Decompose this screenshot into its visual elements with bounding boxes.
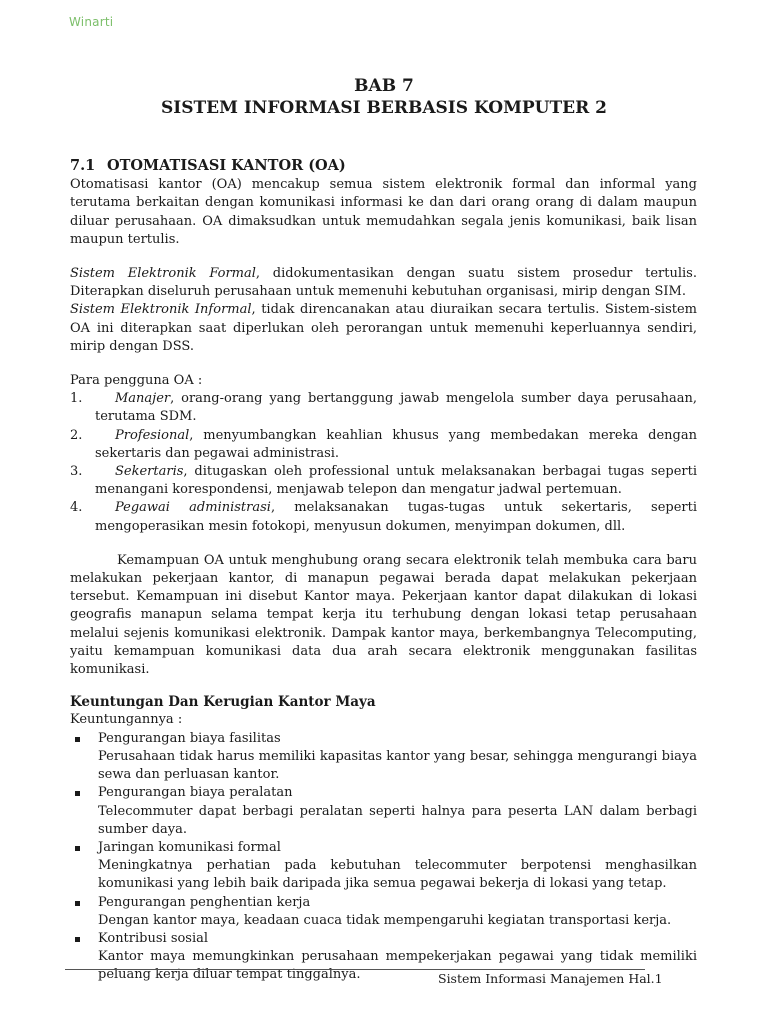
users-list (70, 390, 697, 536)
list-item (70, 463, 697, 499)
benefit-title: Pengurangan biaya peralatan (98, 785, 293, 801)
header-author: Winarti (69, 15, 114, 29)
section-heading (70, 157, 697, 175)
user-text: , orang-orang yang bertanggung jawab mengelola sumber daya perusahaan, terutama SDM. (95, 391, 697, 425)
benefits-list (70, 730, 697, 985)
list-item (70, 894, 697, 930)
main-title: SISTEM INFORMASI BERBASIS KOMPUTER 2 (161, 98, 607, 118)
bullet-icon (75, 937, 80, 942)
informal-term: Sistem Elektronik Informal (70, 302, 252, 318)
bullet-icon (75, 791, 80, 796)
users-label: Para pengguna OA : (70, 373, 203, 389)
footer-divider (65, 969, 645, 970)
list-number: 3. (70, 464, 83, 480)
benefit-desc: Dengan kantor maya, keadaan cuaca tidak mempengaruhi kegiatan transportasi kerja. (98, 912, 672, 928)
benefit-title: Kontribusi sosial (98, 930, 209, 946)
benefits-label: Keuntungannya : (70, 712, 183, 728)
user-text: , ditugaskan oleh professional untuk melaksanakan berbagai tugas seperti menangani korespondensi, menjawab telepon dan mengatur jadwal pertemuan. (95, 464, 697, 498)
subsection-heading: Keuntungan Dan Kerugian Kantor Maya (70, 694, 376, 711)
benefit-title: Pengurangan biaya fasilitas (98, 730, 281, 746)
list-item (70, 839, 697, 894)
user-text: , menyumbangkan keahlian khusus yang membedakan mereka dengan sekertaris dan pegawai administrasi. (95, 427, 697, 461)
benefit-title: Pengurangan penghentian kerja (98, 894, 311, 910)
list-number: 1. (70, 391, 83, 407)
user-term: Manajer (115, 391, 171, 407)
formal-term: Sistem Elektronik Formal (70, 266, 256, 282)
user-term: Pegawai administrasi (115, 500, 271, 516)
user-term: Sekertaris (115, 464, 184, 480)
bullet-icon (75, 737, 80, 742)
benefit-desc: Perusahaan tidak harus memiliki kapasitas kantor yang besar, sehingga mengurangi biaya sewa dan perluasan kantor. (98, 748, 697, 783)
footer-text: Sistem Informasi Manajemen Hal.1 (438, 971, 663, 986)
benefit-desc: Kantor maya memungkinkan perusahaan mempekerjakan pegawai yang tidak memiliki peluang kerja diluar tempat tinggalnya. (98, 949, 697, 983)
bullet-icon (75, 846, 80, 851)
title-block (0, 75, 768, 119)
list-item (70, 784, 697, 839)
list-item (70, 730, 697, 785)
formal-text: , didokumentasikan dengan suatu sistem prosedur tertulis. Diterapkan diseluruh perusahaan untuk memenuhi kebutuhan organisasi, mirip dengan SIM. (70, 266, 697, 300)
benefit-desc: Telecommuter dapat berbagi peralatan seperti halnya para peserta LAN dalam berbagi sumber daya. (98, 803, 697, 837)
bullet-icon (75, 901, 80, 906)
intro-paragraph: Otomatisasi kantor (OA) mencakup semua sistem elektronik formal dan informal yang terutama berkaitan dengan komunikasi informasi ke dan dari orang orang di dalam maupun diluar perusahaan. OA dimaksudkan untuk memudahkan segala jenis komunikasi, baik lisan maupun tertulis. (70, 177, 697, 247)
document-body (70, 157, 697, 985)
section-title: OTOMATISASI KANTOR (OA) (107, 157, 346, 174)
list-item (70, 390, 697, 426)
benefit-desc: Meningkatnya perhatian pada kebutuhan telecommuter berpotensi menghasilkan komunikasi yang lebih baik daripada jika semua pegawai bekerja di lokasi yang tetap. (98, 858, 697, 892)
list-number: 2. (70, 427, 83, 443)
list-item (70, 499, 697, 535)
list-item (70, 427, 697, 463)
informal-paragraph (70, 301, 697, 356)
formal-paragraph (70, 265, 697, 301)
section-number: 7.1 (70, 157, 96, 174)
benefit-title: Jaringan komunikasi formal (98, 839, 281, 855)
virtual-office-paragraph: Kemampuan OA untuk menghubung orang secara elektronik telah membuka cara baru melakukan pekerjaan kantor, di manapun pegawai berada dapat melakukan pekerjaan tersebut. Kemampuan ini disebut Kantor maya. Pekerjaan kantor dapat dilakukan di lokasi geografis manapun selama tempat kerja itu terhubung dengan lokasi tetap perusahaan melalui sejenis komunikasi elektronik. Dampak kantor maya, berkembangnya Telecomputing, yaitu kemampuan komunikasi data dua arah secara elektronik menggunakan fasilitas komunikasi. (70, 552, 697, 678)
user-text: , melaksanakan tugas-tugas untuk sekertaris, seperti mengoperasikan mesin fotokopi, menyusun dokumen, menyimpan dokumen, dll. (95, 500, 698, 534)
informal-text: , tidak direncanakan atau diuraikan secara tertulis. Sistem-sistem OA ini diterapkan saat diperlukan oleh perorangan untuk memenuhi keperluannya sendiri, mirip dengan DSS. (70, 302, 698, 354)
list-number: 4. (70, 500, 83, 516)
chapter-title: BAB 7 (354, 76, 414, 96)
user-term: Profesional (115, 427, 190, 443)
